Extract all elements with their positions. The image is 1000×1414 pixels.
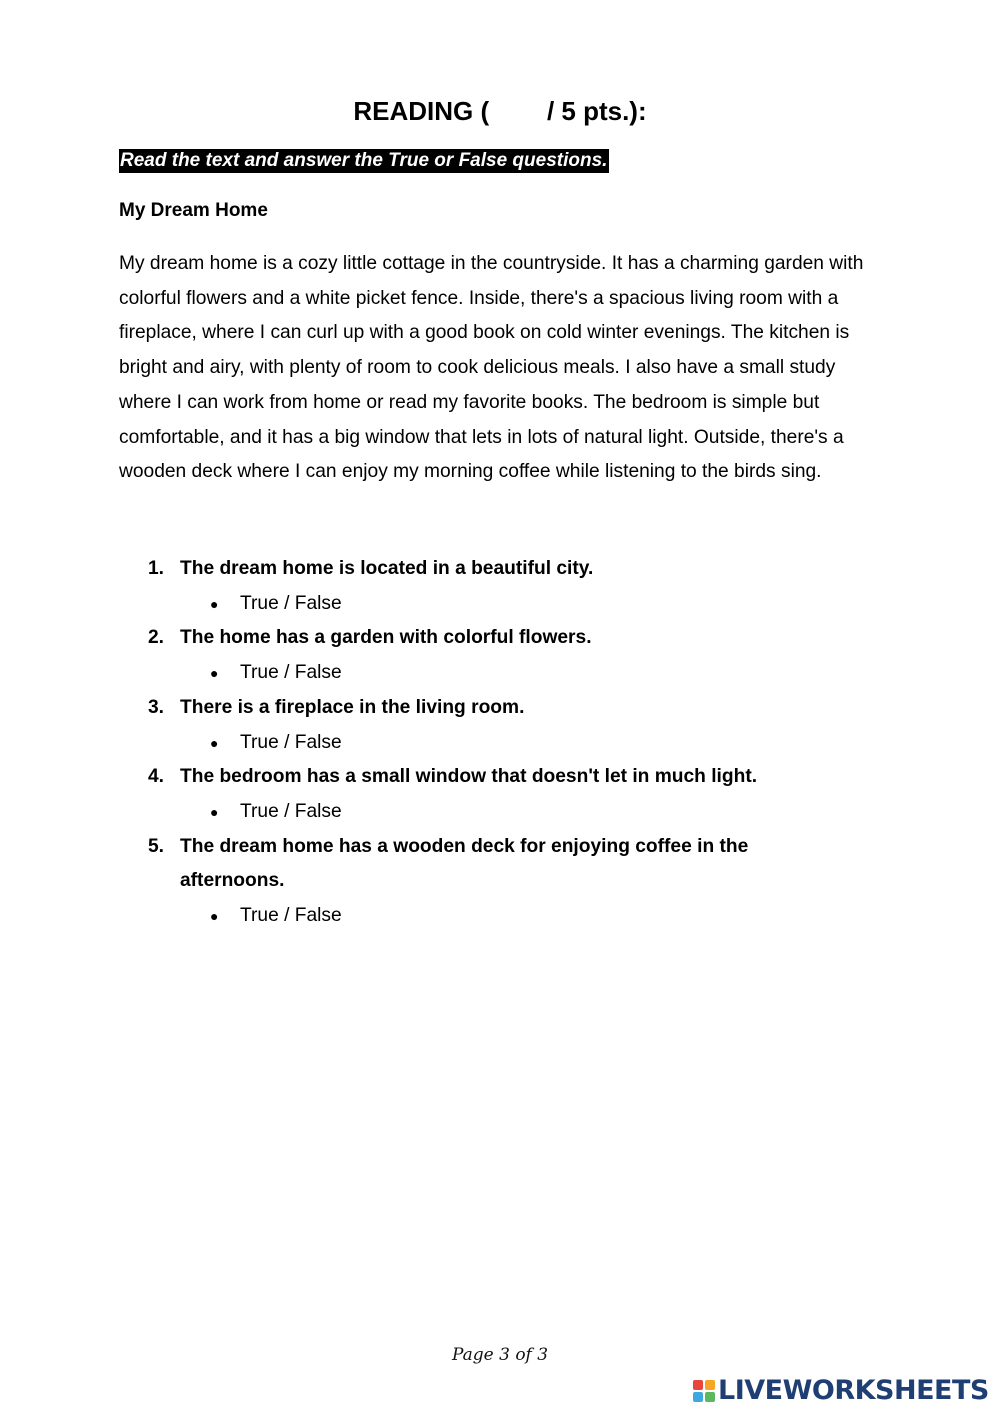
answer-option-label: True / False — [240, 592, 342, 614]
logo-tile — [705, 1392, 715, 1402]
answer-option[interactable] — [180, 726, 848, 761]
answer-option-label: True / False — [240, 800, 342, 822]
reading-title: My Dream Home — [119, 200, 268, 221]
answer-option[interactable] — [180, 656, 848, 691]
question-item-1 — [148, 552, 848, 621]
logo-tile — [693, 1392, 703, 1402]
answer-option-label: True / False — [240, 731, 342, 753]
bullet-icon: ● — [210, 734, 219, 751]
answer-option[interactable] — [180, 795, 848, 830]
bullet-icon: ● — [210, 908, 219, 925]
liveworksheets-logo-icon — [693, 1380, 715, 1402]
answer-option-label: True / False — [240, 905, 342, 927]
question-text: The home has a garden with colorful flowers. — [180, 627, 592, 649]
bullet-icon: ● — [210, 595, 219, 612]
question-number: 1. — [148, 558, 165, 579]
page-title: READING ( / 5 pts.): — [353, 96, 647, 126]
question-number: 3. — [148, 696, 165, 718]
question-text: The bedroom has a small window that doesn't let in much light. — [180, 766, 758, 788]
answer-option[interactable] — [180, 587, 848, 622]
question-item-3 — [148, 691, 848, 760]
answer-option[interactable] — [180, 899, 848, 934]
question-item-2 — [148, 621, 848, 690]
bullet-icon: ● — [210, 665, 219, 682]
instruction-banner: Read the text and answer the True or False questions. — [120, 150, 608, 171]
bullet-icon: ● — [210, 803, 219, 820]
question-text: There is a fireplace in the living room. — [180, 696, 525, 718]
liveworksheets-logo[interactable] — [693, 1374, 989, 1408]
question-number: 5. — [148, 835, 165, 857]
question-text: The dream home is located in a beautiful city. — [180, 558, 594, 579]
answer-option-label: True / False — [240, 662, 342, 684]
logo-tile — [693, 1380, 703, 1390]
question-text: The dream home has a wooden deck for enjoying coffee in the afternoons. — [180, 835, 749, 892]
logo-tile — [705, 1380, 715, 1390]
page-number: Page 3 of 3 — [451, 1345, 549, 1365]
question-item-5 — [148, 830, 848, 934]
question-number: 2. — [148, 627, 165, 649]
question-number: 4. — [148, 766, 165, 788]
reading-passage: My dream home is a cozy little cottage in the countryside. It has a charming garden with colorful flowers and a white picket fence. Inside, there's a spacious living room with a fireplace, where I can curl up with a good book on cold winter evenings. The kitchen is bright and airy, with plenty of room to cook delicious meals. I also have a small study where I can work from home or read my favorite books. The bedroom is simple but comfortable, and it has a big window that lets in lots of natural light. Outside, there's a wooden deck where I can enjoy my morning coffee while listening to the birds sing. — [119, 253, 864, 483]
logo-text: LIVEWORKSHEETS — [718, 1375, 989, 1406]
question-item-4 — [148, 760, 848, 829]
question-list — [148, 552, 848, 934]
